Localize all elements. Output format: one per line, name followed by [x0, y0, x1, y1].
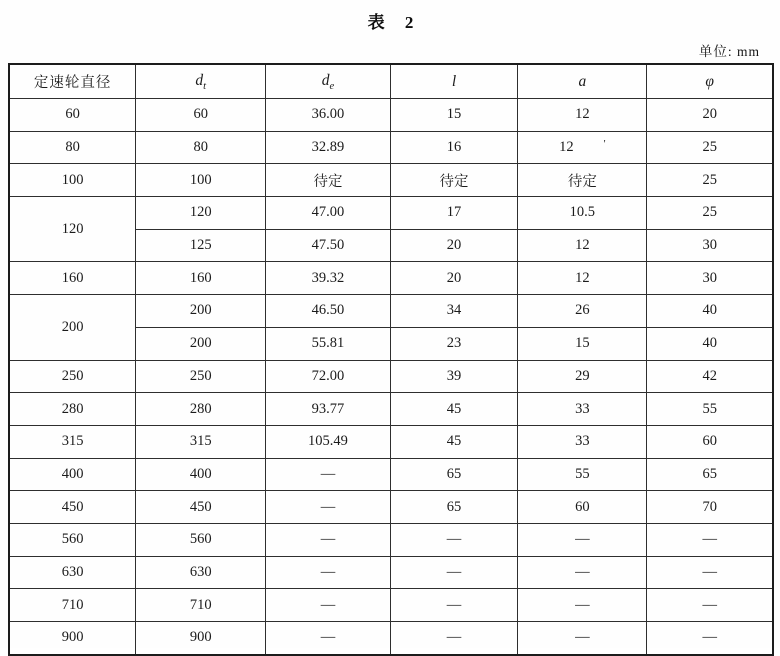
table-cell: —: [647, 523, 773, 556]
table-cell: 200: [9, 295, 136, 360]
table-cell: 26: [518, 295, 647, 328]
table-cell: 55.81: [266, 327, 391, 360]
table-cell: —: [266, 523, 391, 556]
table-cell: 33: [518, 393, 647, 426]
table-cell: 55: [647, 393, 773, 426]
table-cell: 450: [9, 491, 136, 524]
table-cell: 60: [136, 99, 266, 132]
table-cell: 33: [518, 425, 647, 458]
table-cell: 70: [647, 491, 773, 524]
col-header-dt-base: d: [195, 71, 204, 89]
table-body: [9, 99, 773, 655]
col-header-l-base: l: [451, 72, 457, 90]
table-cell: 900: [9, 622, 136, 655]
table-cell: 710: [9, 589, 136, 622]
table-cell: —: [647, 589, 773, 622]
table-cell: 400: [136, 458, 266, 491]
table-row: [9, 197, 773, 230]
table-cell: 10.5: [518, 197, 647, 230]
table-cell: 40: [647, 295, 773, 328]
col-header-phi-base: φ: [705, 72, 714, 90]
table-cell: 45: [390, 425, 518, 458]
table-cell: —: [390, 523, 518, 556]
table-row: [9, 425, 773, 458]
header-row: [9, 64, 773, 99]
table-cell: 34: [390, 295, 518, 328]
table-cell: 16: [390, 131, 518, 164]
table-cell: 105.49: [266, 425, 391, 458]
col-header-de-base: d: [321, 71, 330, 89]
table-cell: 65: [390, 491, 518, 524]
table-cell: 125: [136, 229, 266, 262]
table-row: [9, 164, 773, 197]
table-row: [9, 556, 773, 589]
table-cell: 42: [647, 360, 773, 393]
table-cell: 25: [647, 131, 773, 164]
col-header-dt: [136, 64, 266, 99]
table-cell: 120: [136, 197, 266, 230]
table-cell: —: [518, 589, 647, 622]
table-cell: 39.32: [266, 262, 391, 295]
table-cell: —: [390, 589, 518, 622]
table-cell: —: [266, 556, 391, 589]
table-cell: 100: [9, 164, 136, 197]
table-cell: —: [647, 556, 773, 589]
col-header-dt-sub: t: [203, 80, 207, 92]
table-cell: —: [647, 622, 773, 655]
table-cell: 900: [136, 622, 266, 655]
table-cell: 47.50: [266, 229, 391, 262]
table-cell: 65: [647, 458, 773, 491]
table-cell: 630: [136, 556, 266, 589]
col-header-l: [390, 64, 518, 99]
table-cell: —: [518, 556, 647, 589]
table-cell: 280: [136, 393, 266, 426]
table-cell: 47.00: [266, 197, 391, 230]
col-header-a-base: a: [578, 72, 587, 90]
table-cell: 待定: [266, 164, 391, 197]
table-cell: 39: [390, 360, 518, 393]
table-row: [9, 393, 773, 426]
spec-table: [8, 63, 774, 656]
table-row: [9, 589, 773, 622]
table-row: [9, 262, 773, 295]
table-cell: 30: [647, 229, 773, 262]
page-title: 表 2: [367, 13, 415, 32]
table-cell: 20: [390, 262, 518, 295]
table-row: [9, 523, 773, 556]
table-cell: 65: [390, 458, 518, 491]
table-cell: 17: [390, 197, 518, 230]
table-cell: 46.50: [266, 295, 391, 328]
table-cell: 560: [9, 523, 136, 556]
table-cell: —: [390, 556, 518, 589]
table-cell: 160: [9, 262, 136, 295]
table-cell: 160: [136, 262, 266, 295]
table-cell: 450: [136, 491, 266, 524]
col-header-diameter: [9, 64, 136, 99]
table-cell: 待定: [518, 164, 647, 197]
table-cell: 250: [136, 360, 266, 393]
table-cell: 36.00: [266, 99, 391, 132]
table-cell: 15: [518, 327, 647, 360]
col-header-de-sub: e: [329, 80, 335, 92]
table-row: [9, 458, 773, 491]
table-cell: 12: [518, 99, 647, 132]
table-row: [9, 491, 773, 524]
table-cell: 72.00: [266, 360, 391, 393]
table-cell: 250: [9, 360, 136, 393]
table-cell: —: [266, 622, 391, 655]
table-cell: 45: [390, 393, 518, 426]
table-cell: —: [266, 458, 391, 491]
col-header-diameter-label: 定速轮直径: [33, 75, 112, 91]
table-cell: 12: [518, 262, 647, 295]
table-cell: 560: [136, 523, 266, 556]
table-cell: 30: [647, 262, 773, 295]
table-cell: 60: [647, 425, 773, 458]
table-cell: 80: [136, 131, 266, 164]
table-cell: 280: [9, 393, 136, 426]
table-cell: —: [266, 589, 391, 622]
table-cell: 80: [9, 131, 136, 164]
table-cell: 29: [518, 360, 647, 393]
table-cell: 待定: [390, 164, 518, 197]
table-cell: 32.89: [266, 131, 391, 164]
table-cell: 315: [136, 425, 266, 458]
table-cell: 60: [9, 99, 136, 132]
col-header-a: [518, 64, 647, 99]
table-cell: 20: [390, 229, 518, 262]
table-cell: 23: [390, 327, 518, 360]
table-cell: —: [518, 622, 647, 655]
table-cell: —: [390, 622, 518, 655]
col-header-phi: [647, 64, 773, 99]
table-cell: 25: [647, 197, 773, 230]
table-cell: 55: [518, 458, 647, 491]
table-cell: 12 ': [518, 131, 647, 164]
table-row: [9, 99, 773, 132]
table-cell: 15: [390, 99, 518, 132]
table-cell: 200: [136, 327, 266, 360]
table-cell: 400: [9, 458, 136, 491]
table-cell: 20: [647, 99, 773, 132]
unit-label: 单位: mm: [698, 44, 760, 59]
table-row: [9, 295, 773, 328]
col-header-de: [266, 64, 391, 99]
table-cell: 93.77: [266, 393, 391, 426]
table-cell: 120: [9, 197, 136, 262]
table-cell: 60: [518, 491, 647, 524]
table-cell: —: [518, 523, 647, 556]
table-cell: —: [266, 491, 391, 524]
table-row: [9, 131, 773, 164]
table-cell: 710: [136, 589, 266, 622]
scan-artifact-mark: ': [603, 138, 606, 151]
table-cell: 200: [136, 295, 266, 328]
table-cell: 630: [9, 556, 136, 589]
table-cell: 100: [136, 164, 266, 197]
table-cell: 12: [518, 229, 647, 262]
table-cell: 25: [647, 164, 773, 197]
table-row: [9, 360, 773, 393]
table-cell: 40: [647, 327, 773, 360]
table-cell: 315: [9, 425, 136, 458]
table-row: [9, 622, 773, 655]
